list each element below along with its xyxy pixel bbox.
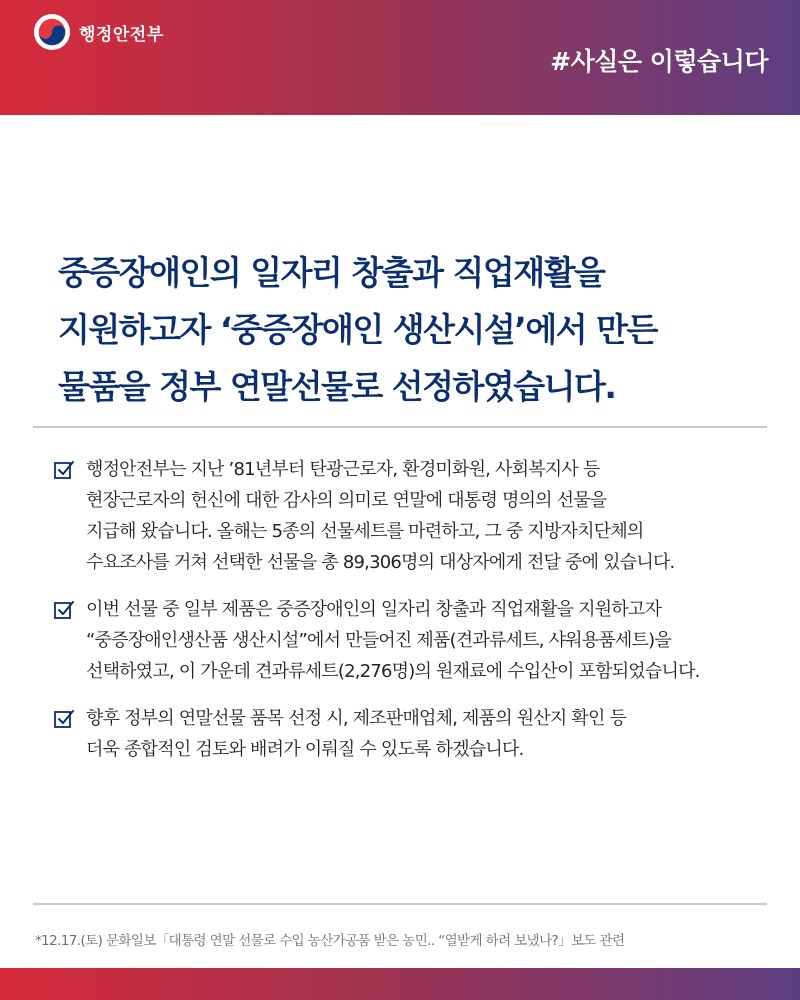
list-item	[52, 703, 772, 765]
list-item-text	[86, 594, 700, 687]
ministry-logo	[33, 13, 164, 51]
fact-list	[52, 454, 772, 781]
checkbox-icon	[52, 458, 76, 482]
list-item-text	[86, 454, 674, 578]
list-item-line: “중증장애인생산품 생산시설”에서 만들어진 제품(견과류세트, 샤워용품세트)을	[86, 630, 671, 651]
ministry-name: 행정안전부	[79, 24, 164, 45]
hashtag-title: #사실은 이렇습니다	[550, 47, 768, 76]
divider-top	[33, 426, 767, 428]
list-item-line: 행정안전부는 지난 ’81년부터 탄광근로자, 환경미화원, 사회복지사 등	[86, 459, 600, 480]
list-item	[52, 454, 772, 578]
headline-line: 지원하고자 ‘중증장애인 생산시설’에서 만든	[58, 310, 657, 349]
headline-line: 중증장애인의 일자리 창출과 직업재활을	[58, 253, 605, 292]
header-banner	[0, 0, 800, 115]
footer-banner	[0, 968, 800, 1000]
list-item-line: 수요조사를 거쳐 선택한 선물을 총 89,306명의 대상자에게 전달 중에 있습니다.	[86, 552, 675, 573]
list-item	[52, 594, 772, 687]
taegeuk-emblem-icon	[33, 13, 71, 51]
divider-bottom	[33, 903, 767, 905]
list-item-line: 지급해 왔습니다. 올해는 5종의 선물세트를 마련하고, 그 중 지방자치단체의	[86, 521, 644, 542]
list-item-line: 더욱 종합적인 검토와 배려가 이뤄질 수 있도록 하겠습니다.	[86, 739, 524, 760]
source-footnote: *12.17.(토) 문화일보「대통령 연말 선물로 수입 농산가공품 받은 농민.. “열받게 하려 보냈나?」보도 관련	[35, 933, 625, 949]
list-item-line: 이번 선물 중 일부 제품은 중증장애인의 일자리 창출과 직업재활을 지원하고자	[86, 599, 662, 620]
list-item-line: 선택하였고, 이 가운데 견과류세트(2,276명)의 원재료에 수입산이 포함되었습니다.	[86, 661, 700, 682]
headline-line: 물품을 정부 연말선물로 선정하였습니다.	[58, 367, 616, 406]
headline	[58, 244, 758, 415]
list-item-line: 현장근로자의 헌신에 대한 감사의 의미로 연말에 대통령 명의의 선물을	[86, 490, 607, 511]
checkbox-icon	[52, 707, 76, 731]
list-item-text	[86, 703, 626, 765]
checkbox-icon	[52, 598, 76, 622]
list-item-line: 향후 정부의 연말선물 품목 선정 시, 제조판매업체, 제품의 원산지 확인 등	[86, 708, 627, 729]
